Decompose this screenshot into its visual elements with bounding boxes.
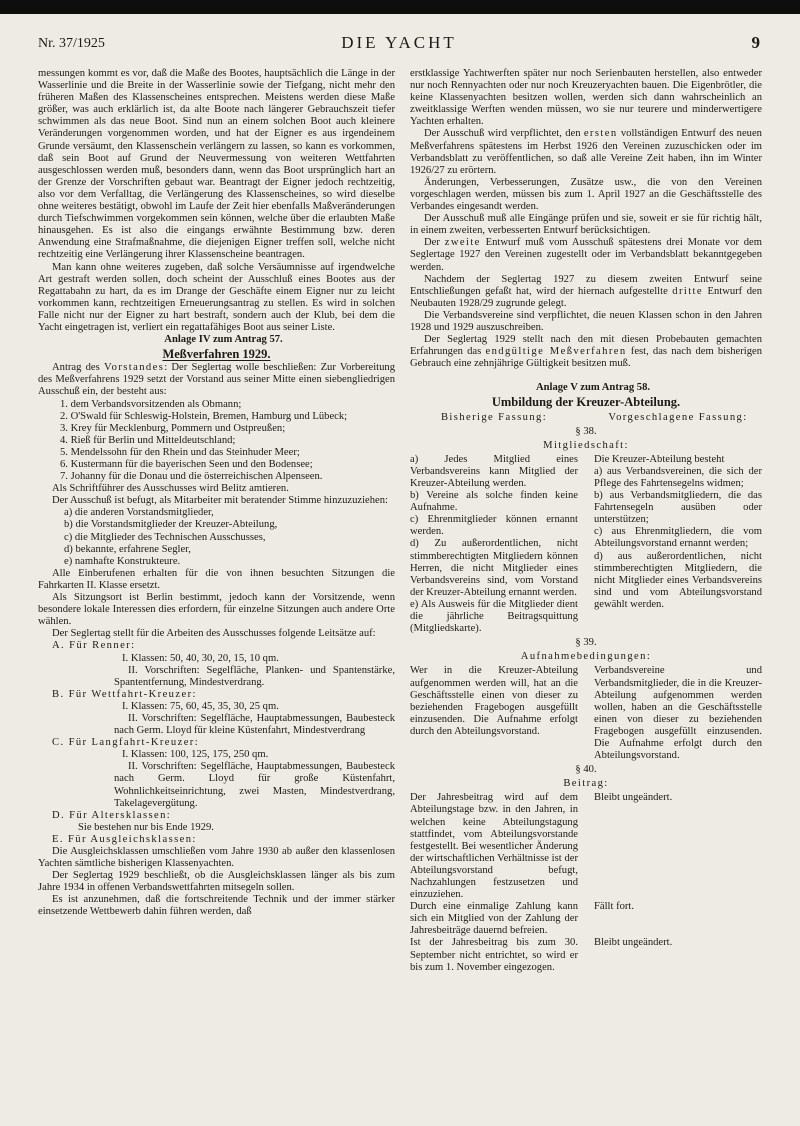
- cell-text: Verbandsvereine und Verbandsmitglieder, die in die Kreuzer-Abteilung aufgenommen werden wollen, haben an die Geschäftsstelle einen von dieser zu beziehenden Fragebogen ausgefüllt einzusenden. Die Aufnahme erfolgt durch den Abteilungsvorstand.: [594, 665, 762, 762]
- class-line: Sie bestehen nur bis Ende 1929.: [78, 821, 214, 833]
- section-title: [38, 348, 395, 360]
- new-version-cell: Bleibt ungeändert.: [594, 792, 673, 804]
- paragraph-title: Mitgliedschaft:: [543, 439, 629, 451]
- new-version-cell: [594, 665, 762, 762]
- paragraph: messungen kommt es vor, daß die Maße des Bootes, hauptsächlich die Länge in der Wasserlinie und die Breite in der Wasserlinie sowie der Tiefgang, nicht mehr den früheren Maßen des Klassenscheines entsprechen. Meistens werden diese Maße größer, was auch erklärlich ist, da alte Boote nach längerer Gebrauchszeit tiefer schwimmen als das neue Boot. Sind nun an einem solchen Boot auch kleinere Veränderungen vorgenommen worden, und hat der Eigner es aus irgendeinem Grunde versäumt, den Klassenschein verlängern zu lassen, so kann es vorkommen, daß sein Boot auf Grund der Neuvermessung von weiteren Wettfahrten ausgeschlossen werden muß, besonders dann, wenn das Boot ursprünglich hart an der Grenze der Vorschriften gebaut war. Beantragt der Eigner jedoch rechtzeitig, also vor dem Verfalltag, die Verlängerung des Klassenscheines, so wird dieselbe ohne weiteres bestätigt, obwohl im Laufe der Zeit hier ebenfalls Maßveränderungen durch Tiefschwimmen vorgekommen sein können, welche über die erlaubten Maße hinausgehen. Es ist also die eingangs erwähnte Bestimmung bzw. deren Anwendung eine Strafmaßnahme, die diejenigen Eigner treffen soll, welche nicht rechtzeitig eine Verlängerung ihrer Klassenscheine beantragen.: [38, 68, 395, 261]
- list-item: 6. Kustermann für die bayerischen Seen und den Bodensee;: [60, 459, 313, 470]
- right-column: [410, 68, 762, 974]
- new-version-cell: Bleibt ungeändert.: [594, 937, 673, 949]
- anlage-heading: Anlage IV zum Antrag 57.: [164, 334, 283, 346]
- spaced-text: dritte: [672, 285, 704, 297]
- paragraph: Man kann ohne weiteres zugeben, daß solche Versäumnisse auf irgendwelche Art gestraft werden sollen, doch scheint der Ausschluß eines Bootes aus der Regattabahn zu hart, da es im Drange der Geschäfte einem Eigner nur zu leicht vorkommen kann, rechtzeitigen Erneuerungsantrag zu stellen. Es wird in solchen Falle nicht nur der Eigner zu hart bestraft, sondern auch der Klub, bei dem die Yacht eingetragen ist, verliert ein regattafähiges Boot aus seiner Liste.: [38, 261, 395, 333]
- paragraph: [410, 128, 762, 176]
- cell-text: Ist der Jahresbeitrag bis zum 30. September nicht entrichtet, so wird er bis zum 1. November eingezogen.: [410, 937, 578, 973]
- paragraph: [410, 334, 762, 370]
- comparison-row: [410, 937, 762, 973]
- list-item: 3. Krey für Mecklenburg, Pommern und Ostpreußen;: [60, 422, 286, 434]
- class-group-heading: C. Für Langfahrt-Kreuzer:: [52, 737, 200, 749]
- cell-text: Durch eine einmalige Zahlung kann sich ein Mitglied von der Zahlung der Jahresbeiträge dauernd befreien.: [410, 901, 578, 937]
- left-column: [38, 68, 395, 919]
- class-group-heading: E. Für Ausgleichsklassen:: [52, 833, 197, 845]
- class-line: II. Vorschriften: Segelfläche, Planken- und Spantenstärke, Spantentfernung, Mindestverdrang.: [114, 664, 395, 688]
- list-item: b) aus Verbandsmitgliedern, die das Fahrtensegeln ausüben oder unterstützen;: [594, 490, 762, 526]
- paragraph: Alle Einberufenen erhalten für die von ihnen besuchten Sitzungen die Fahrkarten II. Klasse ersetzt.: [38, 567, 395, 591]
- paragraph: Der Seglertag stellt für die Arbeiten des Ausschusses folgende Leitsätze auf:: [52, 628, 376, 640]
- list-item: 5. Mendelssohn für den Rhein und das Steinhuder Meer;: [60, 446, 300, 458]
- list-item: 4. Rieß für Berlin und Mitteldeutschland;: [60, 434, 236, 446]
- paragraph: Änderungen, Verbesserungen, Zusätze usw., die von den Vereinen vorgeschlagen werden, müssen bis zum 1. April 1927 an die Geschäftsstelle des Verbandes eingesandt werden.: [410, 176, 762, 213]
- section-title-text: Meßverfahren 1929.: [162, 347, 271, 362]
- issue-number: Nr. 37/1925: [38, 36, 105, 51]
- class-line: II. Vorschriften: Segelfläche, Hauptabmessungen, Baubesteck nach Germ. Lloyd für kleine Küstenfahrt, Mindestverdrang: [114, 712, 395, 737]
- list-item: e) namhafte Konstrukteure.: [64, 555, 181, 567]
- list-item: a) aus Verbandsvereinen, die sich der Pflege des Fahrtensegelns widmen;: [594, 465, 762, 489]
- class-group-heading: B. Für Wettfahrt-Kreuzer:: [52, 688, 197, 700]
- paragraph-number: § 38.: [575, 425, 597, 437]
- paragraph: Der Ausschuß muß alle Eingänge prüfen und sie, soweit er sie für richtig hält, in einem zweiten, verbesserten Entwurf berücksichtigen.: [410, 213, 762, 237]
- paragraph-title: Beitrag:: [563, 778, 609, 790]
- page-number: 9: [751, 33, 760, 52]
- list-intro: Die Kreuzer-Abteilung besteht: [594, 453, 725, 465]
- spaced-text: ersten: [583, 128, 618, 140]
- spaced-text: zweite: [444, 237, 481, 249]
- page-top-edge: [0, 0, 800, 14]
- text: fest, das nach dem bisherigen Gebrauch eine zehnjährige Gültigkeit besitzen muß.: [410, 346, 763, 370]
- text: : Der Seglertag wolle beschließen: Zur Vorbereitung des Meßverfahrens 1929 setzt der Vorstand aus seiner Mitte einen siebengliedrigen Ausschuß ein, der besteht aus:: [38, 362, 395, 398]
- list-item: d) aus außerordentlichen, nicht stimmberechtigten Mitgliedern, die nicht Mitglieder eines Verbandsvereins sind und vom Abteilungsvorstand gewählt werden.: [594, 550, 762, 610]
- class-line: I. Klassen: 100, 125, 175, 250 qm.: [122, 749, 269, 761]
- column-header-new: Vorgeschlagene Fassung:: [608, 411, 748, 423]
- spaced-text: Vorstandes: [103, 362, 165, 374]
- class-line: I. Klassen: 50, 40, 30, 20, 15, 10 qm.: [122, 652, 279, 664]
- page-header: [38, 32, 760, 56]
- paragraph: Die Ausgleichsklassen umschließen vom Jahre 1930 ab außer den klassenlosen Yachten sämtliche bisherigen Klassenyachten.: [38, 846, 395, 870]
- list-item: 2. O'Swald für Schleswig-Holstein, Bremen, Hamburg und Lübeck;: [60, 410, 348, 422]
- text: Der: [424, 237, 440, 249]
- text: Nachdem der Seglertag 1927 zu diesem zweiten Entwurf seine Entschließungen gefaßt hat, wird der hiernach aufgestellte: [410, 273, 762, 297]
- list-item: d) bekannte, erfahrene Segler,: [64, 543, 191, 555]
- comparison-header: [410, 412, 762, 424]
- list-item: b) die Vorstandsmitglieder der Kreuzer-Abteilung,: [64, 519, 278, 531]
- paragraph: Der Ausschuß ist befugt, als Mitarbeiter mit beratender Stimme hinzuzuziehen:: [52, 495, 388, 507]
- cell-text: Der Jahresbeitrag wird auf dem Abteilungstage bzw. in den Jahren, in welchen keine Abteilungstagung stattfindet, vom Abteilungsvorstande festgestellt. Bei wesentlicher Änderung der wirtschaftlichen Verhältnisse ist der Abteilungsvorstand befugt, Nachzahlungen festzusetzen und einzuziehen.: [410, 792, 578, 901]
- cell-text: Wer in die Kreuzer-Abteilung aufgenommen werden will, hat an die Geschäftsstelle einen von dieser zu beziehenden Fragebogen ausgefüllt einzusenden. Die Aufnahme erfolgt durch den Abteilungsvorstand.: [410, 665, 578, 737]
- paragraph-number: § 40.: [575, 764, 597, 776]
- comparison-row: [410, 792, 762, 901]
- paragraph-title: Aufnahmebedingungen:: [520, 651, 652, 663]
- list-item: e) Als Ausweis für die Mitglieder dient die jährliche Beitragsquittung (Mitgliedskarte).: [410, 598, 578, 635]
- new-version-cell: Fällt fort.: [594, 901, 635, 913]
- text: Entwurf muß vom Ausschuß spätestens drei Monate vor dem Seglertage 1927 den Vereinen zugestellt oder im Verbandsblatt bekanntgegeben werden.: [410, 237, 763, 273]
- class-group-heading: A. Für Renner:: [52, 640, 136, 652]
- paragraph-number: § 39.: [575, 637, 597, 649]
- text: Der Seglertag 1929 stellt nach den mit diesen Probebauten gemachten Erfahrungen das: [410, 334, 762, 358]
- paragraph: Als Schriftführer des Ausschusses wird Belitz amtieren.: [52, 483, 289, 495]
- list-item: c) aus Ehrenmitgliedern, die vom Abteilungsvorstand ernannt werden;: [594, 526, 762, 550]
- class-group-heading: D. Für Altersklassen:: [52, 809, 172, 821]
- new-version-cell: [594, 454, 762, 635]
- text: vollständigen Entwurf des neuen Meßverfahrens spätestens im Herbst 1926 den Vereinen zuzuschicken oder im Verbandsblatt zu veröffentlichen, so daß alle Vereine Zeit haben, ihn im Winter 1926/27 zu erörtern.: [410, 128, 762, 176]
- old-version-cell: [410, 454, 578, 635]
- list-item: d) Zu außerordentlichen, nicht stimmberechtigten Mitgliedern können Herren, die nicht Mitglieder eines Verbandsvereins sind, vom Vorstand der Kreuzer-Abteilung ernannt werden.: [410, 538, 578, 598]
- paragraph: [410, 274, 762, 310]
- class-line: I. Klassen: 75, 60, 45, 35, 30, 25 qm.: [122, 700, 279, 712]
- paragraph: erstklassige Yachtwerften später nur noch Serienbauten herstellen, also entweder nur noch Rennyachten oder nur noch Kreuzeryachten bauen. Die Eigenbrötler, die keine Klassenyachten besitzen wollen, werden sich dann wahrscheinlich an zweitklassige Werften wenden müssen, wo sie nur teurere und minderwertigere Yachten erhalten.: [410, 68, 762, 128]
- list-item: 1. dem Verbandsvorsitzenden als Obmann;: [60, 398, 242, 410]
- list-item: b) Vereine als solche finden keine Aufnahme.: [410, 490, 578, 514]
- comparison-row: [410, 454, 762, 635]
- list-item: 7. Johanny für die Donau und die österreichischen Alpenseen.: [60, 471, 323, 483]
- paragraph: Der Seglertag 1929 beschließt, ob die Ausgleichsklassen länger als bis zum Jahre 1934 in offenen Verbandswettfahrten mitsegeln sollen.: [38, 870, 395, 894]
- list-item: c) die Mitglieder des Technischen Ausschusses,: [64, 531, 266, 543]
- paragraph: Als Sitzungsort ist Berlin bestimmt, jedoch kann der Vorsitzende, wenn besondere lokale Interessen dies erfordern, für einzelne Sitzungen auch andere Orte wählen.: [38, 592, 395, 628]
- old-version-cell: [410, 665, 578, 762]
- journal-title: DIE YACHT: [341, 33, 457, 52]
- paragraph: [410, 237, 762, 273]
- section-title: Umbildung der Kreuzer-Abteilung.: [491, 395, 681, 410]
- list-item: c) Ehrenmitglieder können ernannt werden.: [410, 514, 578, 538]
- old-version-cell: [410, 901, 578, 937]
- spaced-text: endgültige Meßverfahren: [485, 346, 627, 358]
- member-list: [38, 399, 395, 484]
- advisor-list: [38, 507, 395, 567]
- text: Der Ausschuß wird verpflichtet, den: [424, 128, 581, 140]
- text: Entwurf den Neubauten 1928/29 zugrunde gelegt.: [410, 285, 762, 309]
- anlage-heading: Anlage V zum Antrag 58.: [535, 382, 651, 394]
- paragraph: Die Verbandsvereine sind verpflichtet, die neuen Klassen schon in den Jahren 1928 und 1929 auszuschreiben.: [410, 309, 762, 333]
- list-item: a) Jedes Mitglied eines Verbandsvereins kann Mitglied der Kreuzer-Abteilung werden.: [410, 453, 578, 489]
- comparison-row: [410, 665, 762, 762]
- paragraph: Es ist anzunehmen, daß die fortschreitende Technik und der immer stärker einsetzende Wettbewerb dahin führen werden, daß: [38, 894, 395, 918]
- old-version-cell: [410, 792, 578, 901]
- paragraph: [38, 362, 395, 398]
- text: Antrag des: [52, 362, 100, 374]
- class-line: II. Vorschriften: Segelfläche, Hauptabmessungen, Baubesteck nach Germ. Lloyd für große Küstenfahrt, Wohnlichkeitseinrichtung, zwei Masten, Mindestverdrang, Takelagevergütung.: [114, 761, 395, 809]
- list-item: a) die anderen Vorstandsmitglieder,: [64, 507, 214, 519]
- old-version-cell: [410, 937, 578, 973]
- comparison-row: [410, 901, 762, 937]
- column-header-old: Bisherige Fassung:: [440, 411, 548, 423]
